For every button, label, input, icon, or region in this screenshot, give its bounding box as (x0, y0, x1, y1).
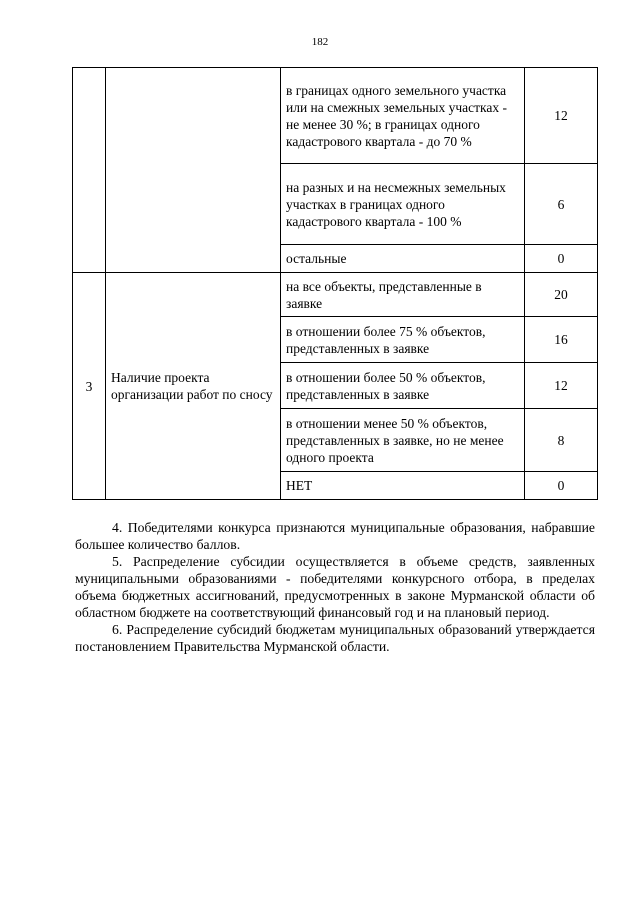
criterion-number-cell (73, 68, 106, 273)
criterion-name-cell (106, 68, 281, 273)
body-text (75, 519, 595, 655)
criteria-table (72, 67, 598, 500)
paragraph-6: 6. Распределение субсидий бюджетам муниципальных образований утверждается постановлением Правительства Мурманской области. (75, 622, 595, 654)
criterion-number-cell: 3 (73, 273, 106, 500)
criterion-name-cell: Наличие проекта организации работ по сносу (106, 273, 281, 500)
condition-cell: в отношении более 50 % объектов, представленных в заявке (281, 363, 525, 409)
score-cell: 12 (525, 68, 598, 164)
condition-cell: в отношении менее 50 % объектов, представленных в заявке, но не менее одного проекта (281, 409, 525, 472)
condition-cell: на разных и на несмежных земельных участках в границах одного кадастрового квартала - 100 % (281, 164, 525, 245)
page-number: 182 (311, 36, 329, 48)
condition-cell: НЕТ (281, 472, 525, 500)
score-cell: 0 (525, 245, 598, 273)
condition-cell: на все объекты, представленные в заявке (281, 273, 525, 317)
table-row (73, 273, 598, 317)
score-cell: 12 (525, 363, 598, 409)
table-row (73, 68, 598, 164)
score-cell: 0 (525, 472, 598, 500)
score-cell: 8 (525, 409, 598, 472)
paragraph-5: 5. Распределение субсидии осуществляется в объеме средств, заявленных муниципальными образованиями - победителями конкурсного отбора, в пределах объема бюджетных ассигнований, предусмотренных в законе Мурманской области об областном бюджете на соответствующий финансовый год и на плановый период. (75, 554, 595, 620)
score-cell: 16 (525, 317, 598, 363)
score-cell: 20 (525, 273, 598, 317)
condition-cell: остальные (281, 245, 525, 273)
paragraph-4: 4. Победителями конкурса признаются муниципальные образования, набравшие большее количество баллов. (75, 520, 595, 552)
score-cell: 6 (525, 164, 598, 245)
condition-cell: в отношении более 75 % объектов, представленных в заявке (281, 317, 525, 363)
condition-cell: в границах одного земельного участка или на смежных земельных участках - не менее 30 %; в границах одного кадастрового квартала - до 70 % (281, 68, 525, 164)
